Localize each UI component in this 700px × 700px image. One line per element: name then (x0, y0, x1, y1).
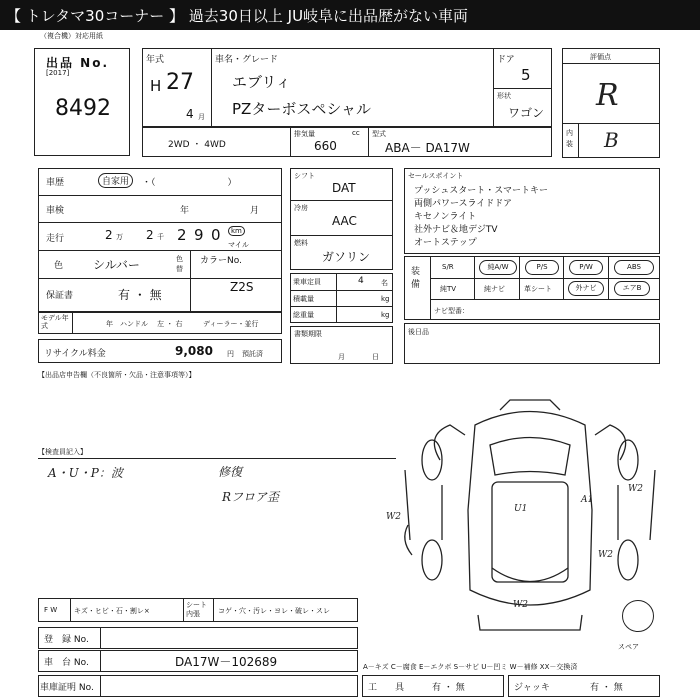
color-code-value: Z2S (230, 280, 254, 294)
shift-value: DAT (332, 181, 356, 195)
doors-value: 5 (521, 66, 531, 84)
capacity-value: 4 (358, 276, 364, 286)
model-row-dealer: ディーラー・並行 (203, 320, 259, 328)
equip-sr: S/R (442, 263, 454, 271)
seller-notes-label: 【出品店申告欄（不良箇所・欠品・注意事項等）】 (38, 371, 196, 379)
model-row-handle: ハンドル (120, 320, 148, 328)
sales-points-label: セールスポイント (408, 172, 464, 180)
capacity-label: 乗車定員 (293, 278, 321, 286)
fw-label: F W (44, 606, 58, 614)
recycle-note: 預託済 (242, 350, 263, 358)
equip-ext-navi: 外ナビ (568, 281, 604, 296)
doors-label: ドア (497, 55, 515, 65)
spare-label: スペア (618, 643, 639, 651)
jack-label: ジャッキ (514, 683, 550, 693)
color-value: シルバー (93, 258, 140, 272)
fw-items: キズ・ヒビ・石・割レ× (74, 607, 150, 615)
banner-text: 【 トレタマ30コーナー 】 過去30日以上 JU岐阜に出品歴がない車両 (6, 7, 469, 25)
history-label: 車歴 (46, 178, 65, 188)
body-type-label: 形状 (497, 92, 511, 100)
car-grade: PZターボスペシャル (232, 100, 372, 118)
mileage-mile: マイル (228, 241, 249, 249)
history-value: 自家用 (98, 173, 133, 188)
recycle-label: リサイクル料金 (44, 349, 106, 359)
mileage-d1: 2 (105, 228, 113, 242)
car-name: エブリィ (232, 73, 291, 91)
equip-pw: P/W (569, 260, 603, 275)
later-items-box (404, 323, 660, 364)
sales-point-1: プッシュスタート・スマートキー (414, 186, 549, 196)
year-era: H (150, 77, 162, 95)
score-label: 評価点 (590, 53, 611, 61)
interior-label: 内装 (566, 129, 573, 148)
lot-year-tag: [2017] (46, 69, 70, 77)
month-unit: 月 (198, 113, 205, 121)
load-label: 積載量 (293, 295, 314, 303)
inspector-label: 【検査員記入】 (38, 448, 87, 456)
mark-w2-left: W2 (386, 512, 401, 522)
color-label: 色 (54, 261, 64, 271)
form-subtitle: （複合機）対応用紙 (40, 32, 103, 40)
tools-label: 工 具 (368, 683, 405, 693)
ac-label: 冷房 (294, 204, 308, 212)
shift-label: シフト (294, 172, 315, 180)
year-label: 年式 (146, 55, 165, 65)
color-change-label: 色替 (176, 255, 183, 273)
score-value: R (596, 78, 619, 113)
displacement-label: 排気量 (294, 130, 315, 138)
damage-legend: A－キズ C－腐食 E－エクボ S－サビ U－凹ミ W－補修 XX－交換済 (363, 663, 578, 671)
warranty-label: 保証書 (46, 291, 74, 301)
equip-abs: ABS (614, 260, 654, 275)
inspector-note-2: 修復 (218, 465, 243, 479)
tools-value: 有 ・ 無 (432, 683, 465, 693)
capacity-unit: 名 (381, 279, 388, 287)
model-code-value: ABA－ DA17W (385, 141, 470, 155)
recycle-value: 9,080 (175, 344, 213, 358)
equip-alloy-wheel: 純A/W (479, 260, 517, 275)
sales-point-3: キセノンライト (414, 212, 477, 222)
registration-label: 登 録 No. (44, 635, 89, 645)
inspection-label: 車検 (46, 206, 65, 216)
mileage-label: 走行 (46, 234, 65, 244)
equip-tv: 純TV (440, 285, 457, 293)
later-items-label: 後日品 (408, 328, 429, 336)
drive-value: 2WD ・ 4WD (168, 140, 226, 150)
inspection-month-unit: 月 (250, 206, 260, 216)
inspector-note-3: Rフロア歪 (222, 490, 280, 504)
mark-w2-bottom: W2 (513, 600, 528, 610)
warranty-value: 有 ・ 無 (118, 288, 162, 302)
displacement-unit: cc (352, 129, 360, 137)
model-row-label: モデル年式 (41, 314, 69, 330)
mileage-d5: 0 (211, 226, 221, 244)
sales-point-2: 両側パワースライドドア (414, 199, 513, 209)
load-unit: kg (381, 295, 390, 303)
chassis-label: 車 台 No. (44, 658, 89, 668)
mileage-d2: 2 (146, 228, 154, 242)
mark-w2-right: W2 (598, 550, 613, 560)
equip-ps: P/S (525, 260, 559, 275)
mileage-km: km (228, 226, 245, 236)
equip-leather: 革シート (524, 285, 552, 293)
mileage-d3: 2 (177, 226, 187, 244)
fuel-value: ガソリン (322, 250, 371, 264)
car-name-label: 車名・グレード (215, 55, 279, 65)
history-other: ・（ ） (142, 178, 237, 188)
garage-cert-label: 車庫証明 No. (40, 683, 94, 693)
body-type-value: ワゴン (508, 106, 545, 120)
fuel-label: 燃料 (294, 239, 308, 247)
chassis-value: DA17W－102689 (175, 655, 278, 669)
docs-month-unit: 月 (338, 353, 345, 361)
spare-tire-circle (622, 600, 654, 632)
lot-number: 8492 (55, 96, 111, 121)
mark-u1: U1 (514, 504, 528, 514)
mileage-d4: 9 (194, 226, 204, 244)
docs-label: 書類期限 (294, 330, 322, 338)
mark-w2-top: W2 (628, 484, 643, 494)
model-code-label: 型式 (372, 130, 386, 138)
equip-airbag: エアB (614, 281, 650, 296)
docs-day-unit: 日 (372, 353, 379, 361)
mark-a1: A1 (581, 495, 594, 505)
equipment-label: 装備 (411, 267, 421, 290)
ac-value: AAC (332, 214, 357, 228)
seat-label: シート内張 (186, 601, 207, 618)
sales-point-4: 社外ナビ＆地デジTV (414, 225, 498, 235)
year-value: 27 (166, 70, 194, 95)
inspector-note-1: A・U・P：波 (48, 466, 123, 480)
color-code-label: カラーNo. (200, 256, 242, 266)
gross-unit: kg (381, 311, 390, 319)
lot-label: 出品 No. (46, 56, 110, 70)
recycle-unit: 円 (227, 350, 234, 358)
gross-label: 総重量 (293, 311, 314, 319)
sales-point-5: オートステップ (414, 238, 477, 248)
displacement-value: 660 (314, 139, 337, 153)
mileage-man: 万 (116, 233, 123, 241)
mileage-sen: 千 (157, 233, 164, 241)
equip-navi: 純ナビ (484, 285, 505, 293)
inspection-year-unit: 年 (180, 206, 190, 216)
model-row-year-unit: 年 (106, 320, 113, 328)
interior-value: B (604, 128, 619, 152)
jack-value: 有 ・ 無 (590, 683, 623, 693)
month-value: 4 (186, 107, 194, 121)
seat-items: コゲ・穴・汚レ・ヨレ・破レ・スレ (218, 607, 330, 615)
navi-model-label: ナビ型番： (434, 307, 469, 315)
model-row-lr: 左 ・ 右 (157, 320, 183, 328)
